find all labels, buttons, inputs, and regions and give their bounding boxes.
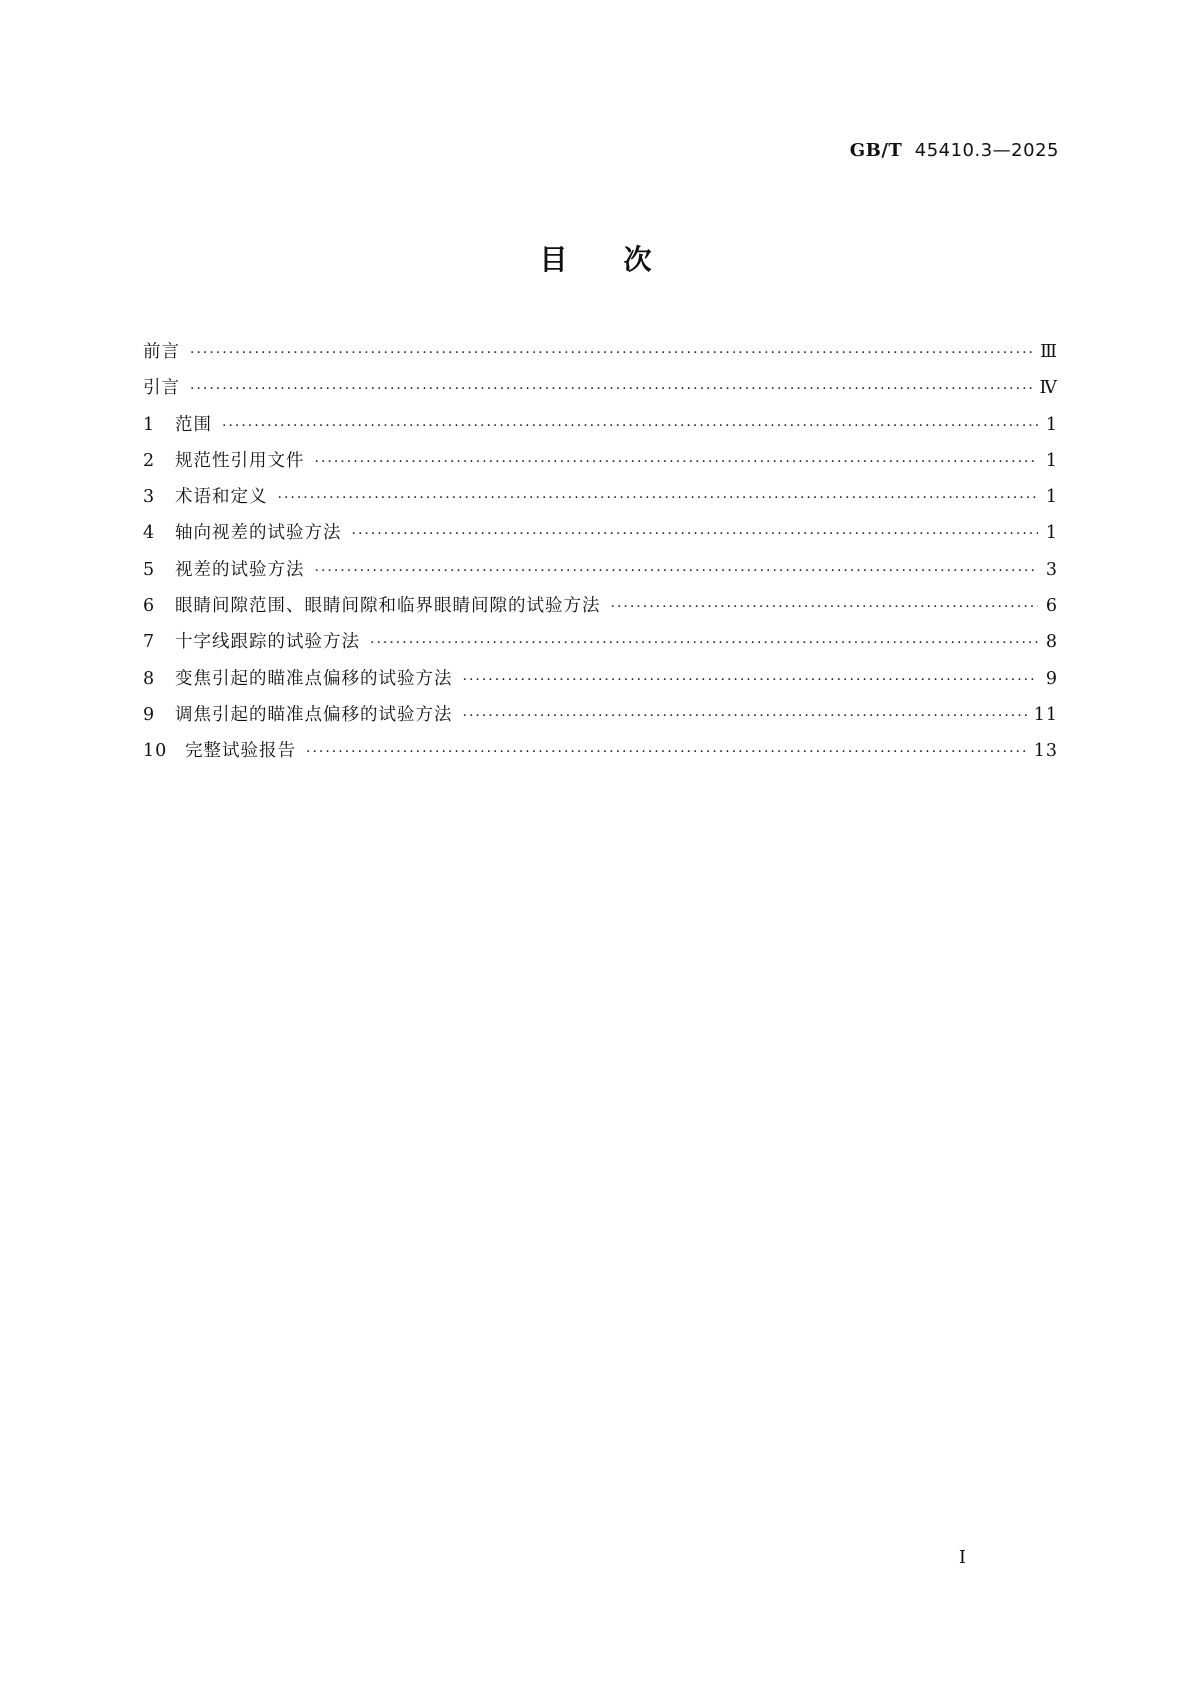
toc-entry-page: Ⅳ	[1039, 378, 1058, 399]
toc-entry-1[interactable]	[143, 411, 1058, 447]
toc-entry-page: 8	[1045, 632, 1058, 653]
toc-entry-8[interactable]	[143, 665, 1058, 701]
leader-dots	[278, 487, 1039, 507]
toc-entry-page: 1	[1045, 414, 1058, 435]
toc-entry-title: 规范性引用文件	[175, 450, 305, 471]
leader-dots	[222, 415, 1038, 435]
toc-entry-5[interactable]	[143, 556, 1058, 592]
toc-entry-title: 范围	[175, 414, 212, 435]
toc-entry-number: 2	[143, 450, 156, 471]
toc-entry-page: Ⅲ	[1040, 342, 1058, 362]
toc-entry-3[interactable]	[143, 483, 1058, 519]
toc-entry-page: 6	[1045, 596, 1058, 617]
toc-entry-title: 术语和定义	[175, 487, 268, 508]
toc-entry-foreword[interactable]	[143, 338, 1058, 374]
leader-dots	[190, 342, 1034, 362]
toc-entry-number: 1	[143, 414, 156, 435]
toc-entry-4[interactable]	[143, 519, 1058, 555]
table-of-contents	[143, 338, 1058, 774]
toc-entry-6[interactable]	[143, 592, 1058, 628]
toc-entry-page: 3	[1045, 559, 1058, 580]
toc-title: 目次	[539, 243, 708, 276]
standard-number: 45410.3—2025	[914, 140, 1059, 161]
leader-dots	[463, 705, 1028, 725]
toc-entry-10[interactable]	[143, 737, 1058, 773]
leader-dots	[370, 632, 1038, 652]
toc-entry-page: 1	[1045, 523, 1058, 544]
leader-dots	[611, 596, 1039, 616]
toc-entry-title: 十字线跟踪的试验方法	[175, 632, 360, 653]
toc-entry-number: 6	[143, 596, 156, 617]
toc-entry-title: 引言	[143, 378, 180, 399]
standard-prefix: GB/T	[849, 140, 903, 161]
toc-entry-number: 8	[143, 668, 156, 689]
leader-dots	[190, 378, 1034, 398]
leader-dots	[306, 741, 1028, 761]
toc-entry-page: 1	[1045, 450, 1058, 471]
toc-entry-title: 前言	[143, 342, 180, 362]
toc-entry-title: 调焦引起的瞄准点偏移的试验方法	[175, 704, 453, 725]
toc-entry-number: 3	[143, 487, 156, 508]
toc-entry-title: 视差的试验方法	[175, 559, 305, 580]
leader-dots	[352, 523, 1039, 543]
toc-entry-2[interactable]	[143, 447, 1058, 483]
page-number: Ⅰ	[958, 1547, 966, 1568]
toc-entry-title: 变焦引起的瞄准点偏移的试验方法	[175, 668, 453, 689]
leader-dots	[315, 560, 1039, 580]
toc-entry-title: 完整试验报告	[185, 741, 296, 762]
toc-entry-number: 4	[143, 523, 156, 544]
toc-entry-9[interactable]	[143, 701, 1058, 737]
toc-entry-number: 5	[143, 559, 156, 580]
toc-entry-page: 11	[1033, 704, 1058, 725]
standard-code	[850, 140, 1059, 161]
toc-entry-title: 轴向视差的试验方法	[175, 523, 342, 544]
toc-entry-number: 10	[143, 741, 168, 762]
toc-entry-number: 9	[143, 704, 156, 725]
toc-entry-page: 13	[1033, 741, 1058, 762]
toc-entry-number: 7	[143, 632, 156, 653]
toc-entry-page: 9	[1045, 668, 1058, 689]
toc-entry-title: 眼睛间隙范围、眼睛间隙和临界眼睛间隙的试验方法	[175, 596, 601, 617]
toc-entry-7[interactable]	[143, 628, 1058, 664]
toc-entry-page: 1	[1045, 487, 1058, 508]
leader-dots	[463, 669, 1039, 689]
toc-entry-introduction[interactable]	[143, 374, 1058, 410]
leader-dots	[315, 451, 1039, 471]
